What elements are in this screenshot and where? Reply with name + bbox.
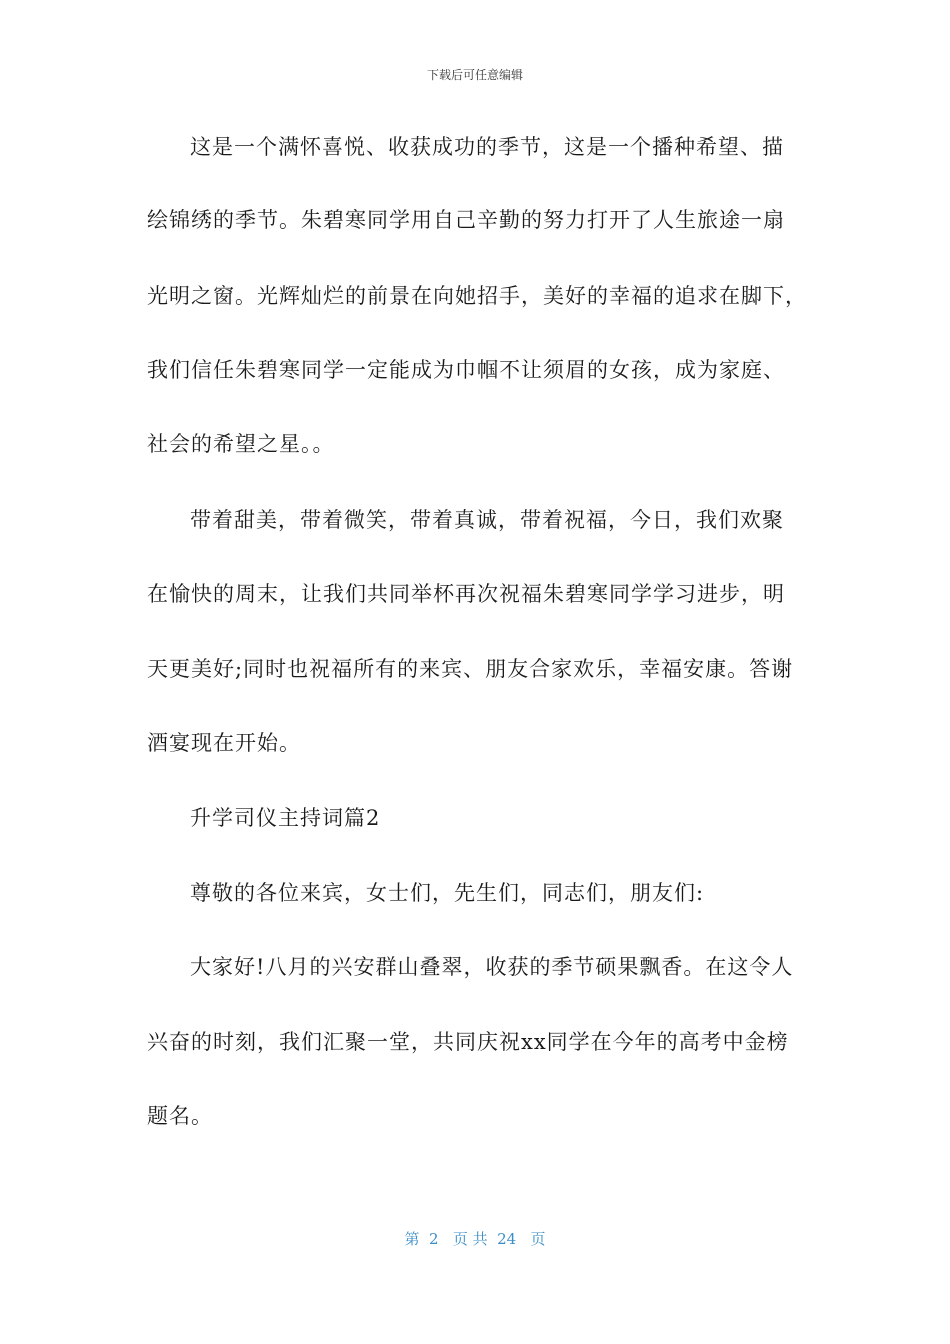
paragraph-line: 天更美好;同时也祝福所有的来宾、朋友合家欢乐，幸福安康。答谢 — [147, 657, 794, 681]
paragraph-line: 带着甜美，带着微笑，带着真诚，带着祝福，今日，我们欢聚 — [190, 508, 784, 532]
paragraph-line: 酒宴现在开始。 — [147, 731, 301, 755]
paragraph-line: 这是一个满怀喜悦、收获成功的季节，这是一个播种希望、描 — [190, 135, 784, 159]
header-note: 下载后可任意编辑 — [426, 68, 523, 82]
paragraph-line: 社会的希望之星。。 — [147, 432, 335, 456]
paragraph-line: 尊敬的各位来宾，女士们，先生们，同志们，朋友们: — [190, 881, 705, 905]
paragraph-line: 在愉快的周末，让我们共同举杯再次祝福朱碧寒同学学习进步，明 — [147, 582, 785, 606]
section-title: 升学司仪主持词篇2 — [190, 806, 381, 830]
paragraph-line: 题名。 — [147, 1104, 213, 1128]
paragraph-line: 大家好!八月的兴安群山叠翠，收获的季节硕果飘香。在这令人 — [190, 955, 794, 979]
paragraph-line: 光明之窗。光辉灿烂的前景在向她招手，美好的幸福的追求在脚下， — [147, 284, 807, 308]
page-number: 第 2 页 共 24 页 — [404, 1230, 546, 1248]
paragraph-line: 绘锦绣的季节。朱碧寒同学用自己辛勤的努力打开了人生旅途一扇 — [147, 208, 785, 232]
paragraph-line: 兴奋的时刻，我们汇聚一堂，共同庆祝xx同学在今年的高考中金榜 — [147, 1030, 789, 1054]
paragraph-line: 我们信任朱碧寒同学一定能成为巾帼不让须眉的女孩，成为家庭、 — [147, 358, 785, 382]
